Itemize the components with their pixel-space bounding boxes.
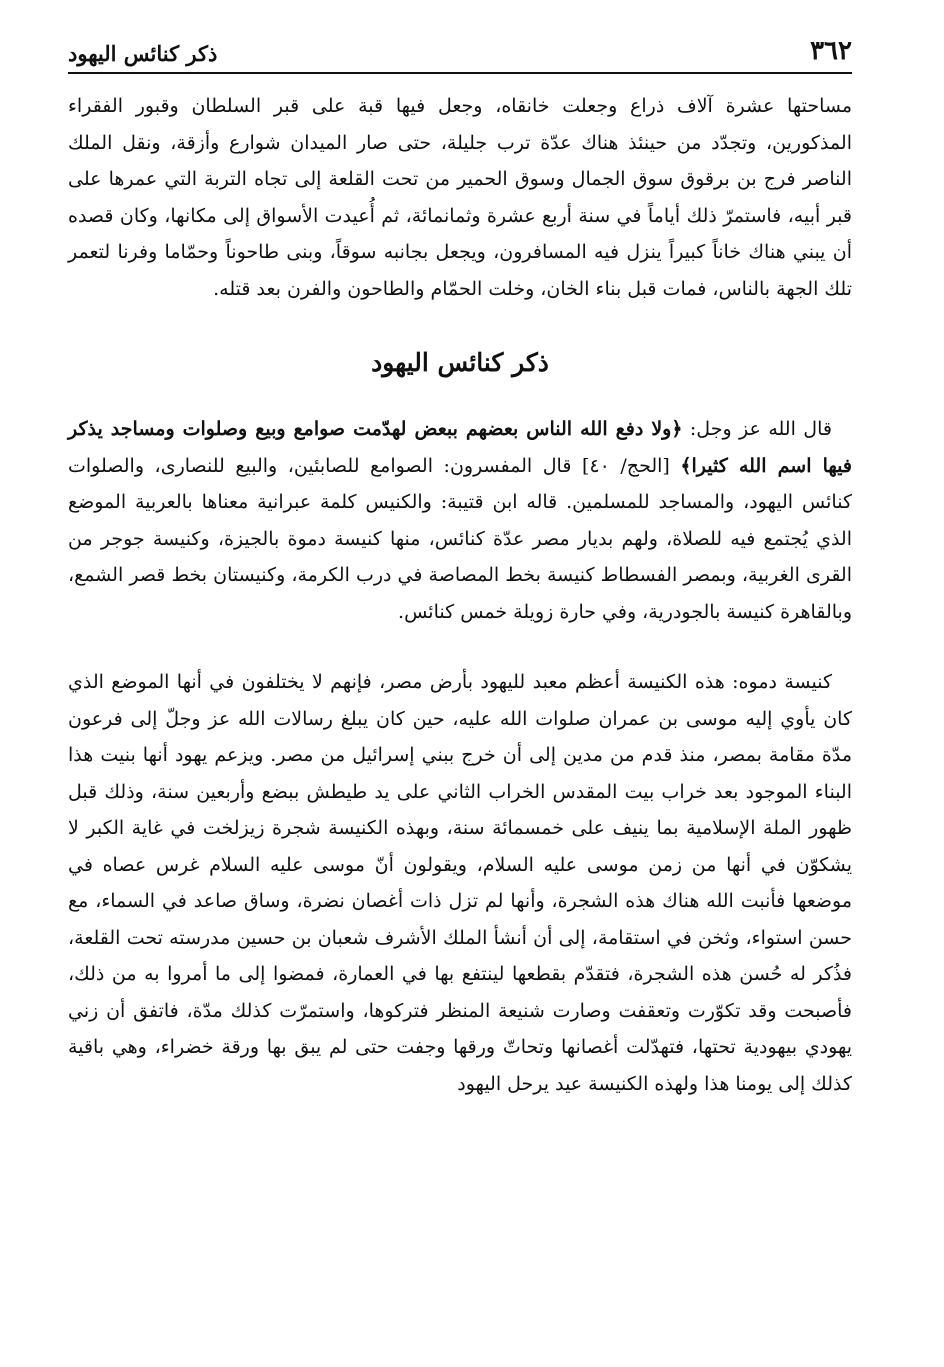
- paragraph-1-text: مساحتها عشرة آلاف ذراع وجعلت خانقاه، وجعل فيها قبة على قبر السلطان وقبور الفقراء المذكورين، وتجدّد من حينئذ هناك عدّة ترب جليلة، حتى صار الميدان شوارع وأزقة، ونقل الملك الناصر فرج بن برقوق سوق الجمال وسوق الحمير من تحت القلعة إلى تجاه التربة التي عمرها على قبر أبيه، فاستمرّ ذلك أياماً في سنة أربع عشرة وثمانمائة، ثم أُعيدت الأسواق إلى مكانها، وكان قصده أن يبني هناك خاناً كبيراً ينزل فيه المسافرون، ويجعل بجانبه سوقاً، وبنى طاحوناً وحمّاما وفرنا لتعمر تلك الجهة بالناس، فمات قبل بناء الخان، وخلت الحمّام والطاحون والفرن بعد قتله.: [68, 95, 852, 300]
- paragraph-3: [68, 664, 852, 1102]
- running-header: [68, 34, 852, 74]
- page-body: [68, 88, 852, 1102]
- paragraph-2-intro: قال الله عز وجل:: [682, 418, 832, 440]
- page-number: ٣٦٢: [810, 36, 852, 66]
- section-heading: ذكر كنائس اليهود: [371, 348, 549, 377]
- running-title: ذكر كنائس اليهود: [68, 41, 218, 66]
- quran-verse: ﴿ولا دفع الله الناس بعضهم ببعض لهدّمت صوامع وبيع وصلوات ومساجد يذكر فيها اسم الله كثيرا﴾: [68, 418, 852, 477]
- paragraph-3-text: كنيسة دموه: هذه الكنيسة أعظم معبد لليهود بأرض مصر، فإنهم لا يختلفون في أنها الموضع الذي كان يأوي إليه موسى بن عمران صلوات الله عليه، حين كان يبلغ رسالات الله عز وجلّ إلى فرعون مدّة مقامة بمصر، منذ قدم من مدين إلى أن خرج ببني إسرائيل من مصر. ويزعم يهود أنها بنيت هذا البناء الموجود بعد خراب بيت المقدس الخراب الثاني على يد طيطش ببضع وأربعين سنة، وذلك قبل ظهور الملة الإسلامية بما ينيف على خمسمائة سنة، وبهذه الكنيسة شجرة زيزلخت في غاية الكبر لا يشكوّن في أنها من زمن موسى عليه السلام، ويقولون أنّ موسى عليه السلام غرس عصاه في موضعها فأنبت الله هناك هذه الشجرة، وأنها لم تزل ذات أغصان نضرة، وساق صاعد في السماء، مع حسن استواء، وثخن في استقامة، إلى أن أنشأ الملك الأشرف شعبان بن حسين مدرسته تحت القلعة، فذُكر له حُسن هذه الشجرة، فتقدّم بقطعها لينتفع بها في العمارة، فمضوا إلى ما أمروا به من ذلك، فأصبحت وقد تكوّرت وتعقفت وصارت شنيعة المنظر فتركوها، واستمرّت كذلك مدّة، فاتفق أن زني يهودي بيهودية تحتها، فتهدّلت أغصانها وتحاتّ ورقها وجفت حتى لم يبق بها ورقة خضراء، وهي باقية كذلك إلى يومنا هذا ولهذه الكنيسة عيد يرحل اليهود: [68, 671, 852, 1095]
- paragraph-1: [68, 88, 852, 307]
- paragraph-2: [68, 411, 852, 630]
- paragraph-2-rest: [الحج/ ٤٠] قال المفسرون: الصوامع للصابئين، والبيع للنصارى، والصلوات كنائس اليهود، والمساجد للمسلمين. قاله ابن قتيبة: والكنيس كلمة عبرانية معناها بالعربية الموضع الذي يُجتمع فيه للصلاة، ولهم بديار مصر عدّة كنائس، منها كنيسة دموة بالجيزة، وكنيسة جوجر من القرى الغربية، وبمصر الفسطاط كنيسة بخط المصاصة في درب الكرمة، وكنيستان بخط قصر الشمع، وبالقاهرة كنيسة بالجودرية، وفي حارة زويلة خمس كنائس.: [68, 454, 852, 623]
